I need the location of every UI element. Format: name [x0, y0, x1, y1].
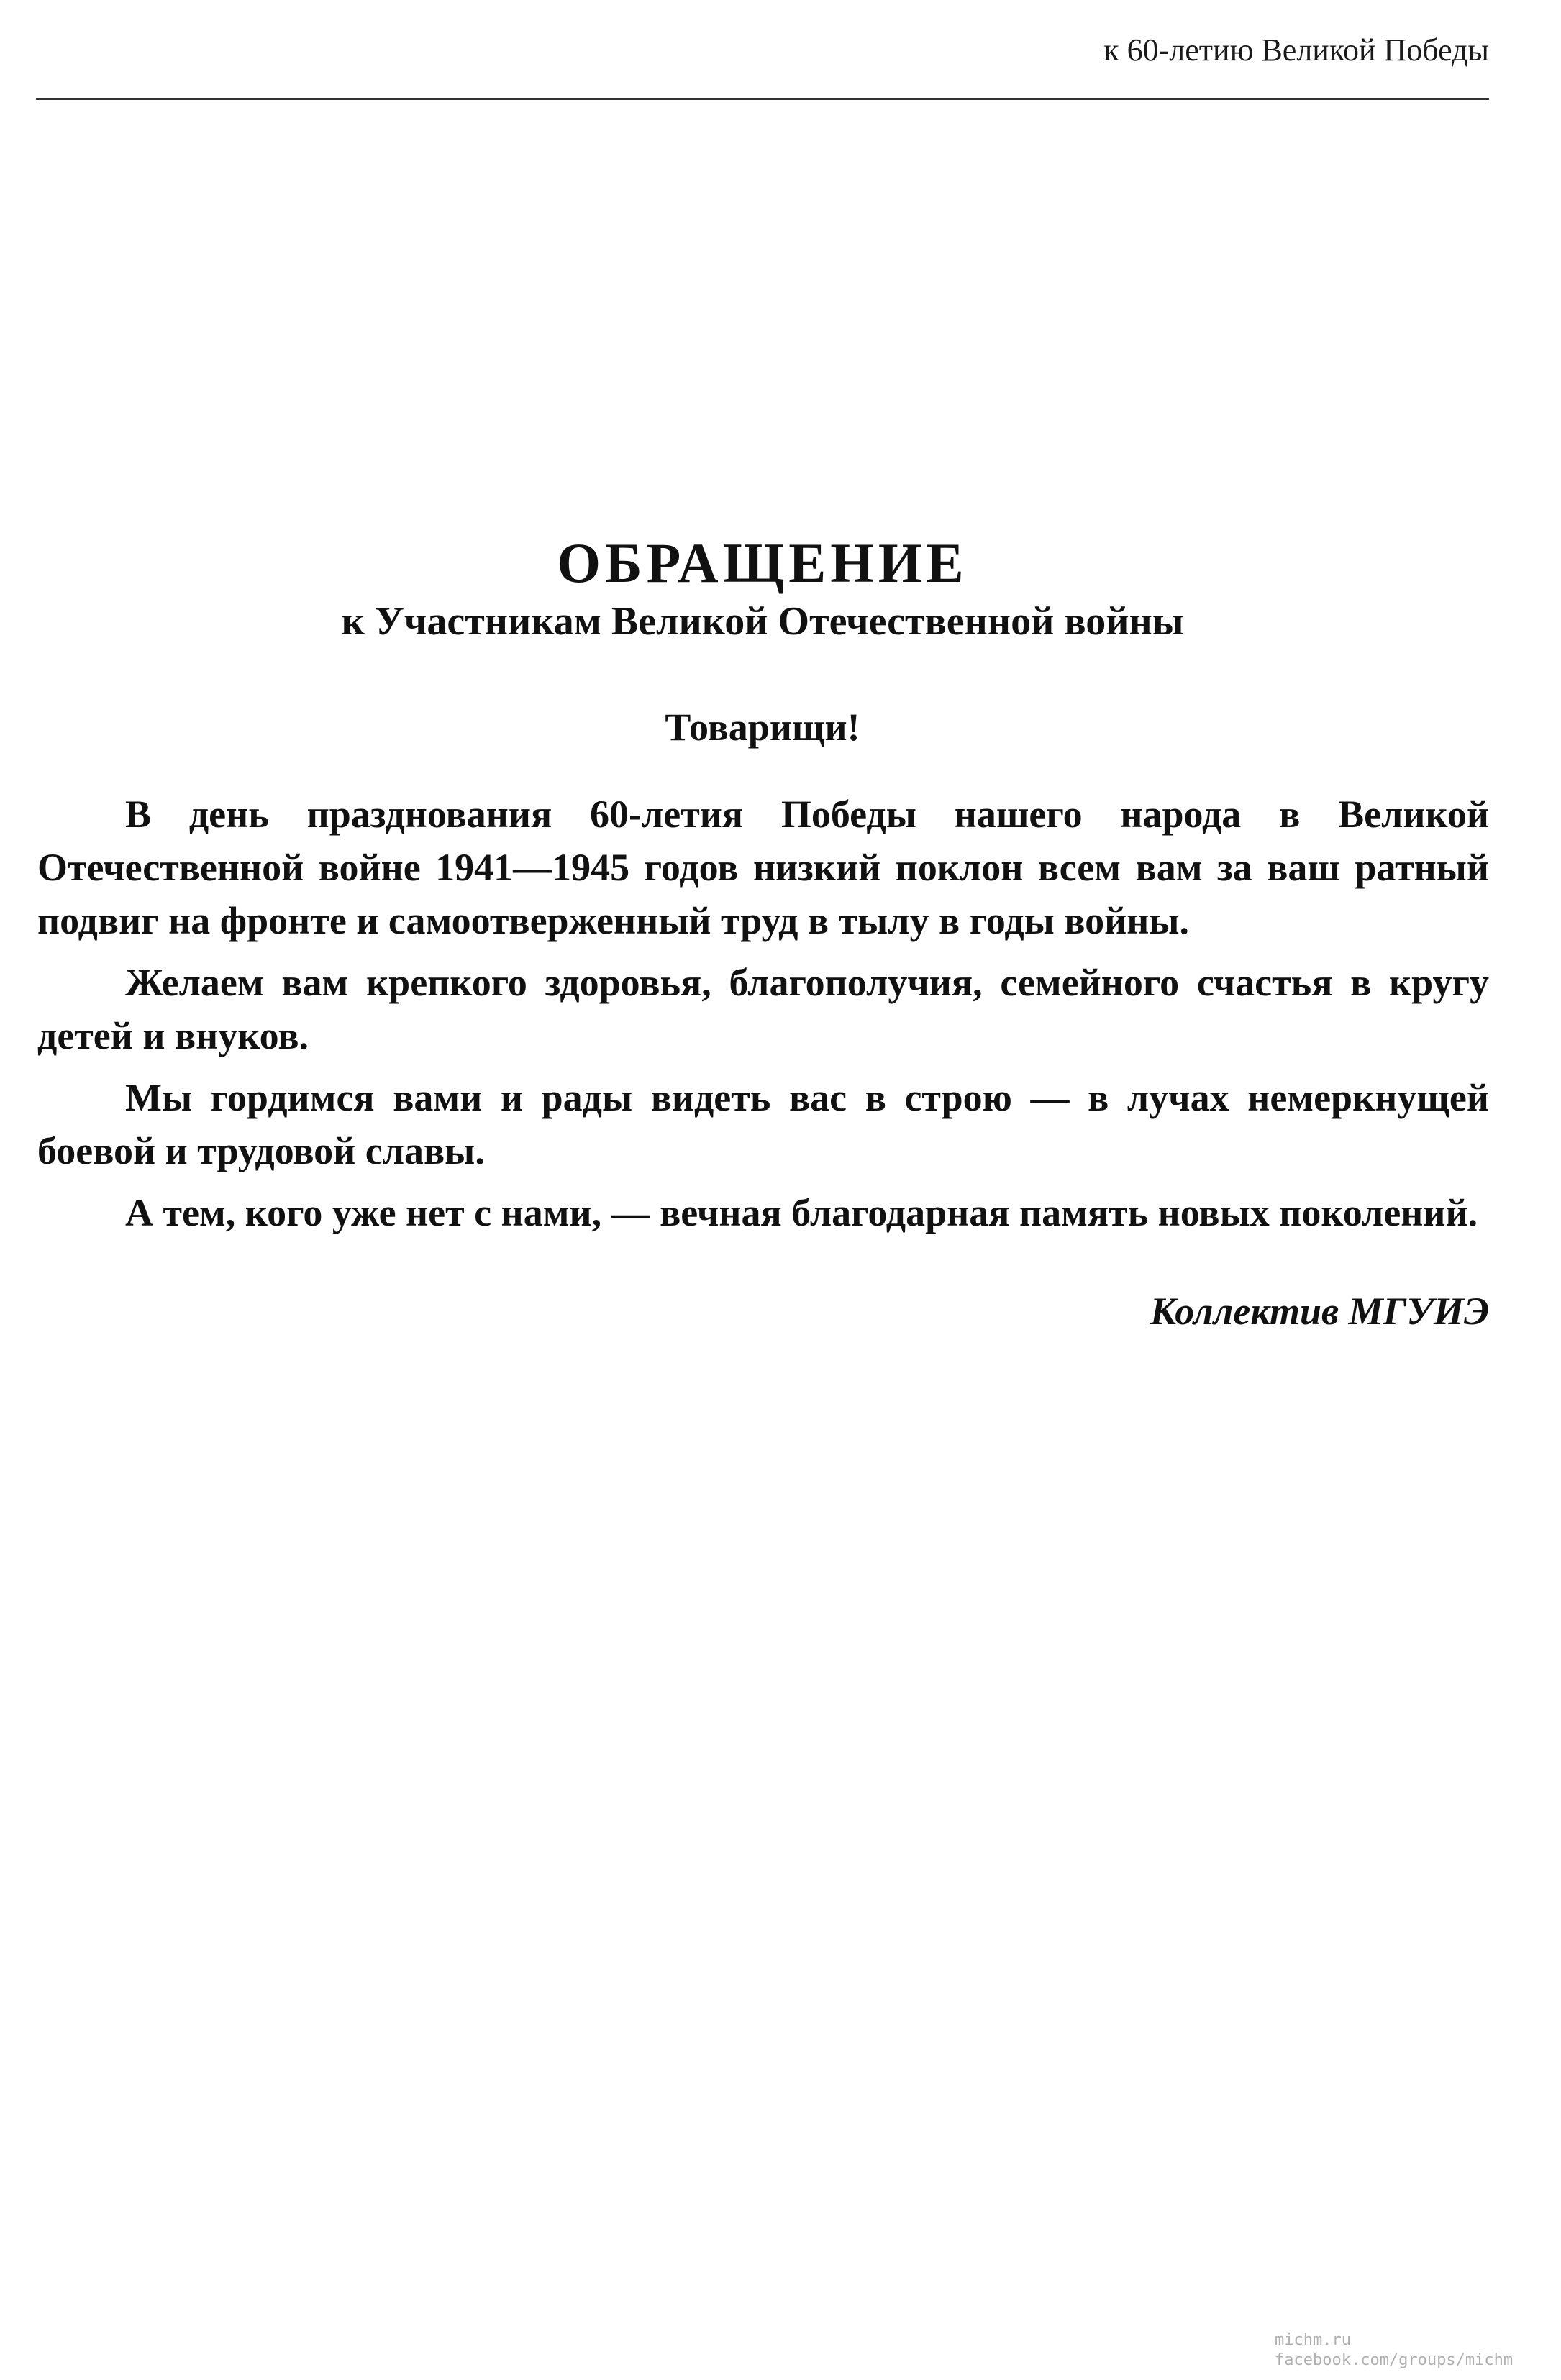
paragraph-3: Мы гордимся вами и рады видеть вас в строю — в лучах немеркнущей боевой и трудовой славы.: [37, 1076, 1489, 1172]
running-header: к 60-летию Великой Победы: [1103, 32, 1489, 68]
body-text: [37, 788, 1489, 1248]
document-subtitle: к Участникам Великой Отечественной войны: [341, 599, 1184, 644]
paragraph-1: В день празднования 60-летия Победы нашего народа в Великой Отечественной войне 1941—1945 годов низкий поклон всем вам за ваш ратный подвиг на фронте и самоотверженный труд в тылу в годы войны.: [37, 793, 1489, 942]
paragraph-4: А тем, кого уже нет с нами, — вечная благодарная память новых поколений.: [125, 1191, 1478, 1234]
document-title: ОБРАЩЕНИЕ: [557, 532, 968, 594]
watermark-site: michm.ru: [1275, 2331, 1351, 2349]
salutation: Товарищи!: [665, 706, 860, 749]
watermark: [1275, 2330, 1513, 2371]
header-divider: [36, 98, 1489, 100]
paragraph-2: Желаем вам крепкого здоровья, благополучия, семейного счастья в кругу детей и внуков.: [37, 961, 1489, 1057]
watermark-group: facebook.com/groups/michm: [1275, 2351, 1514, 2369]
signature: Коллектив МГУИЭ: [1150, 1290, 1489, 1333]
